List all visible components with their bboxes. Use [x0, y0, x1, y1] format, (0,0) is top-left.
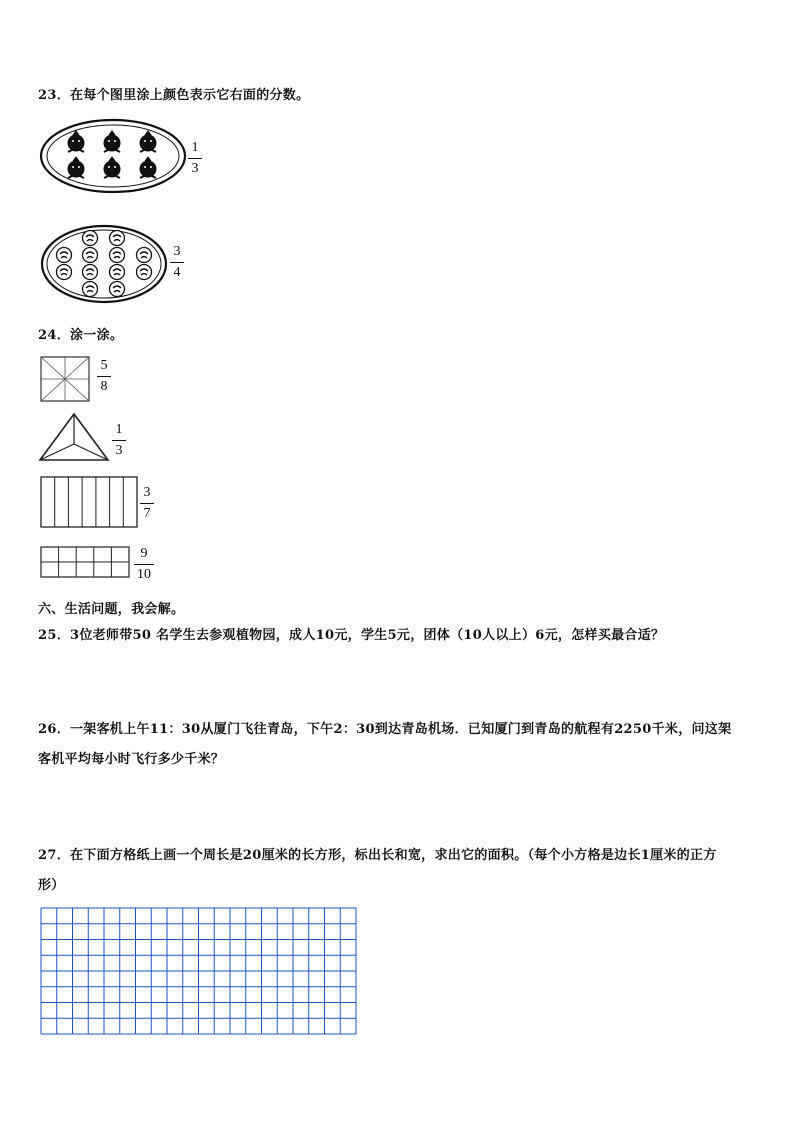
q24-text: 24．涂一涂。: [38, 328, 124, 343]
q24-fraction-triangle: 1 3: [112, 422, 126, 459]
section6-heading: 六、生活问题，我会解。: [38, 602, 185, 617]
q27-graph-paper-grid[interactable]: [40, 907, 358, 1035]
q27-text-line1: 27．在下面方格纸上画一个周长是20厘米的长方形，标出长和宽，求出它的面积。（每个小方格是边长1厘米的正方: [38, 848, 717, 863]
q23-figure1-chicks-oval: [38, 116, 188, 196]
q24-fraction-rectangle: 3 7: [140, 485, 154, 522]
q23-figure2-apples-oval: [40, 224, 170, 304]
q23-text: 23．在每个图里涂上颜色表示它右面的分数。: [38, 88, 310, 103]
q23-fraction-2: 3 4: [170, 244, 184, 281]
q24-square-eighths: [40, 356, 90, 402]
q23-fraction-1: 1 3: [188, 140, 202, 177]
q26-text-line2: 客机平均每小时飞行多少千米？: [38, 752, 225, 767]
q24-grid-tenths: [40, 546, 130, 578]
q24-fraction-square: 5 8: [97, 358, 111, 395]
q25-text: 25．3位老师带50 名学生去参观植物园，成人10元，学生5元，团体（10人以上）6元，怎样买最合适？: [38, 628, 665, 643]
q24-rectangle-sevenths: [40, 476, 138, 528]
q24-fraction-grid: 9 10: [134, 546, 154, 583]
q24-triangle-thirds: [38, 412, 110, 462]
q27-text-line2: 形）: [38, 878, 65, 893]
q26-text-line1: 26．一架客机上午11：30从厦门飞往青岛，下午2：30到达青岛机场．已知厦门到青岛的航程有2250千米，问这架: [38, 722, 732, 737]
